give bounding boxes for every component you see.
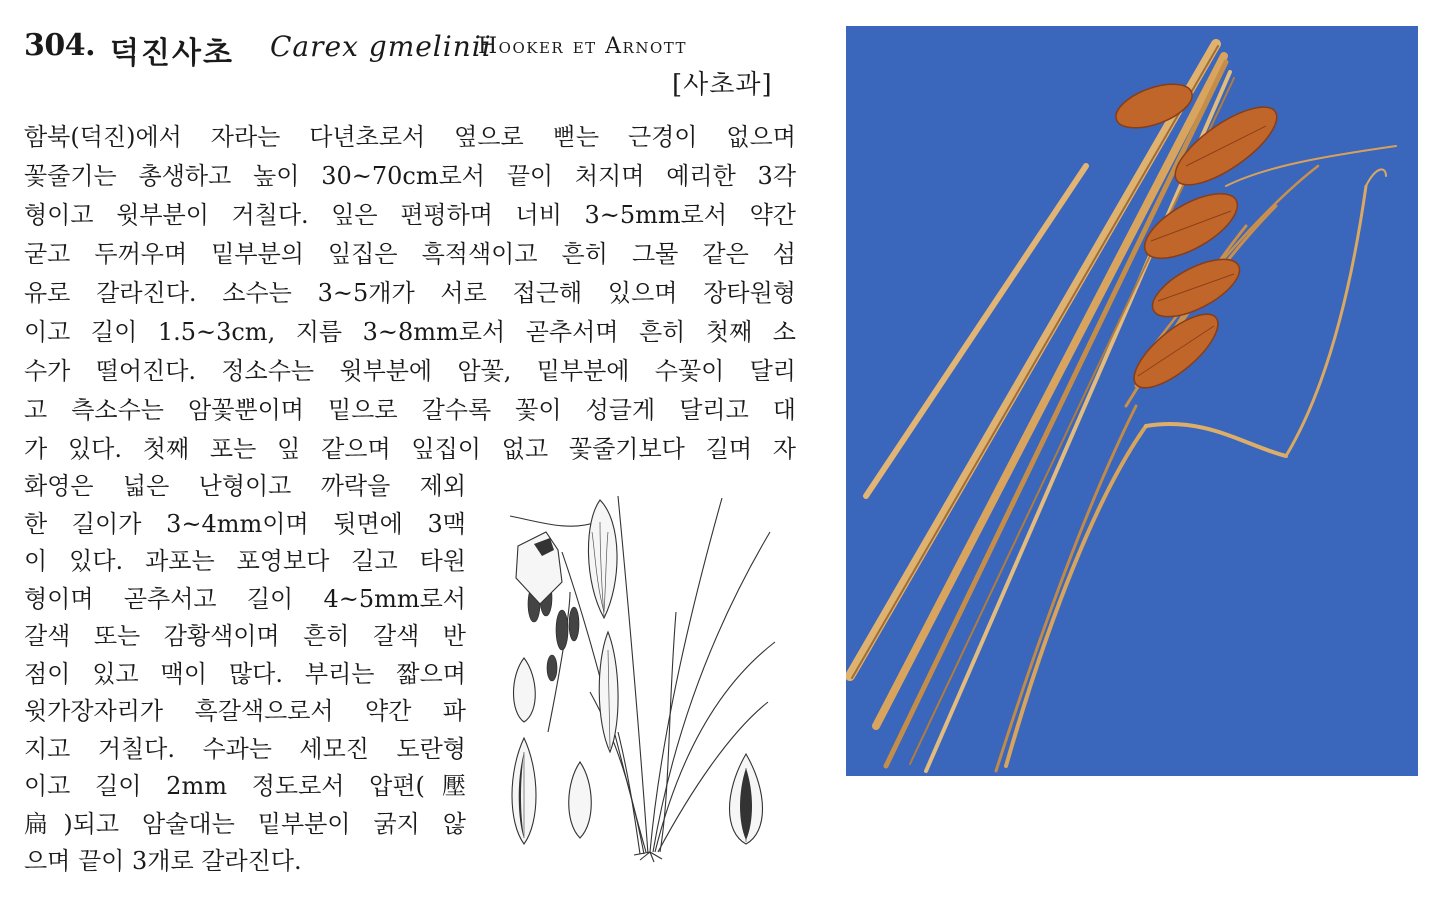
description-line: 가 있다. 첫째 포는 잎 같으며 잎집이 없고 꽃줄기보다 길며 자: [24, 435, 796, 463]
description-line: 화영은 넓은 난형이고 까락을 제외: [24, 472, 466, 500]
description-line: 유로 갈라진다. 소수는 3~5개가 서로 접근해 있으며 장타원형: [24, 279, 796, 307]
description-full-width: [24, 118, 796, 469]
description-line: 꽃줄기는 총생하고 높이 30~70cm로서 끝이 처지며 예리한 3각: [24, 162, 796, 190]
description-line: 고 측소수는 암꽃뿐이며 밑으로 갈수록 꽃이 성글게 달리고 대: [24, 396, 796, 424]
description-line: 형이고 윗부분이 거칠다. 잎은 편평하며 너비 3~5mm로서 약간: [24, 201, 796, 229]
entry-number: 304.: [24, 28, 96, 63]
family-name: [사초과]: [672, 70, 773, 100]
description-line: 이고 길이 1.5~3cm, 지름 3~8mm로서 곧추서며 흔히 첫째 소: [24, 318, 796, 346]
description-line: 윗가장자리가 흑갈색으로서 약간 파: [24, 697, 466, 725]
description-narrow-column: [24, 468, 466, 881]
botanical-line-drawing: [500, 492, 785, 864]
description-line: 으며 끝이 3개로 갈라진다.: [24, 847, 302, 875]
description-line: 점이 있고 맥이 많다. 부리는 짧으며: [24, 659, 466, 688]
description-line: 수가 떨어진다. 정소수는 윗부분에 암꽃, 밑부분에 수꽃이 달리: [24, 357, 796, 385]
entry-header: [24, 28, 814, 71]
description-line: 형이며 곧추서고 길이 4~5mm로서: [24, 584, 466, 613]
scientific-name: Carex gmelinii: [270, 30, 492, 63]
description-line: 扁)되고 암술대는 밑부분이 굵지 않: [24, 809, 466, 838]
korean-name: 덕진사초: [110, 36, 234, 71]
authority: Hooker et Arnott: [478, 34, 688, 59]
description-line: 한 길이가 3~4mm이며 뒷면에 3맥: [24, 509, 466, 538]
description-line: 이고 길이 2mm 정도로서 압편(壓: [24, 772, 466, 800]
description-line: 함북(덕진)에서 자라는 다년초로서 옆으로 뻗는 근경이 없으며: [24, 123, 796, 151]
description-line: 이 있다. 과포는 포영보다 길고 타원: [24, 547, 466, 575]
description-line: 지고 거칠다. 수과는 세모진 도란형: [24, 734, 466, 763]
description-line: 굳고 두꺼우며 밑부분의 잎집은 흑적색이고 흔히 그물 같은 섬: [24, 240, 796, 268]
description-line: 갈색 또는 감황색이며 흔히 갈색 반: [24, 622, 466, 650]
specimen-photo: [846, 26, 1418, 776]
